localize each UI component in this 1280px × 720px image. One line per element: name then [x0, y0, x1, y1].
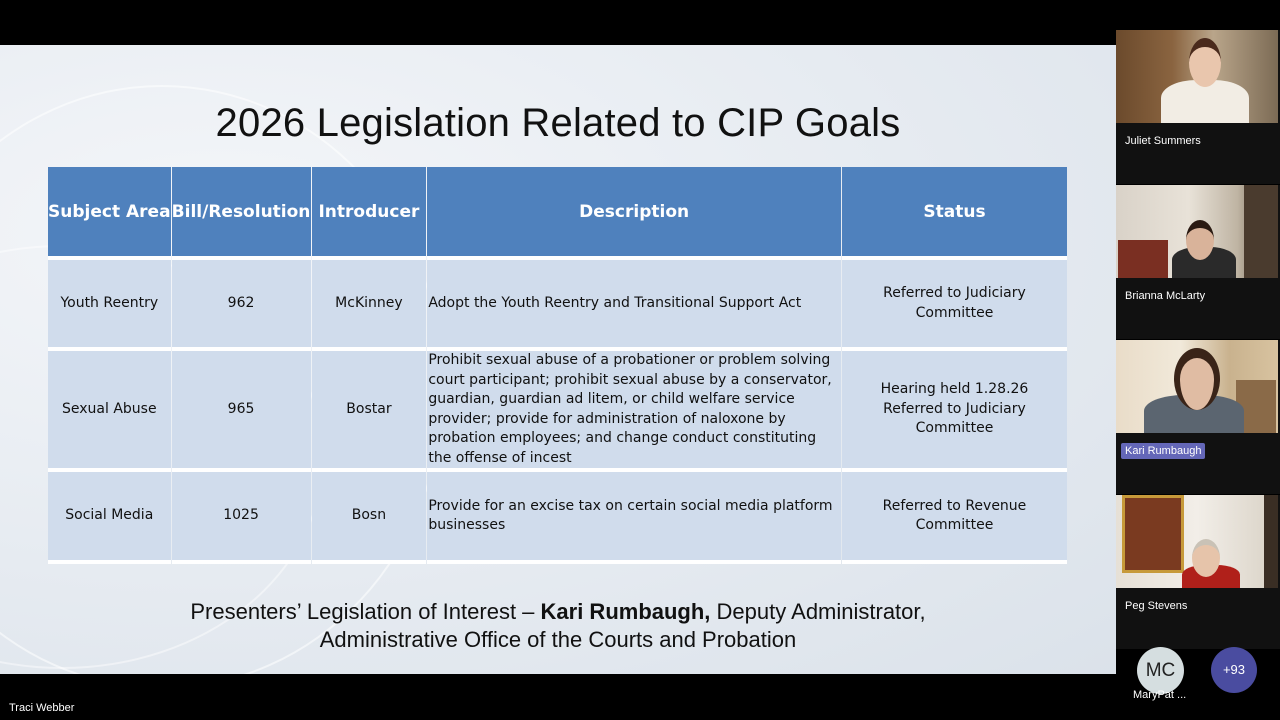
- participant-tile[interactable]: [1116, 340, 1280, 494]
- status-cell: [842, 472, 1067, 564]
- table-row: [48, 472, 1067, 564]
- avatar-participant-name: MaryPat ...: [1133, 689, 1187, 701]
- subject-cell: Sexual Abuse: [48, 351, 171, 472]
- presenter-name: Kari Rumbaugh,: [540, 599, 711, 624]
- column-header: Status: [842, 167, 1067, 260]
- presenter-title: Deputy Administrator,: [710, 599, 926, 624]
- presenter-caption: [0, 598, 1116, 654]
- bill-cell: 962: [172, 260, 311, 351]
- participant-name: Peg Stevens: [1125, 600, 1188, 612]
- participant-background-object: [1264, 495, 1278, 588]
- subject-cell: Social Media: [48, 472, 171, 564]
- participant-background-object: [1244, 185, 1278, 278]
- participant-name: Juliet Summers: [1125, 135, 1201, 147]
- shared-slide: [0, 45, 1116, 674]
- status-line: Referred to Judiciary Committee: [883, 400, 1026, 437]
- bill-cell: 1025: [172, 472, 311, 564]
- participant-name: Brianna McLarty: [1125, 290, 1206, 302]
- subject-cell: Youth Reentry: [48, 260, 171, 351]
- legislation-table: [47, 167, 1068, 564]
- screen-sharer-name: Traci Webber: [9, 702, 75, 714]
- status-cell: [842, 351, 1067, 472]
- presenter-office: Administrative Office of the Courts and Probation: [319, 627, 797, 652]
- description-cell: Adopt the Youth Reentry and Transitional Support Act: [427, 260, 841, 351]
- participant-figure: [1174, 348, 1220, 410]
- column-header: Subject Area: [48, 167, 171, 260]
- participant-figure: [1189, 38, 1221, 87]
- more-participants-button[interactable]: +93: [1211, 647, 1257, 693]
- description-cell: Prohibit sexual abuse of a probationer or problem solving court participant; prohibit sexual abuse by a conservator, guardian, guardian ad litem, or child welfare service provider; provide for administration of naloxone by probation employees; and change conduct constituting the offense of incest: [427, 351, 841, 472]
- status-line: Referred to Revenue Committee: [882, 497, 1027, 533]
- participant-video: [1116, 30, 1278, 123]
- status-line: Hearing held 1.28.26: [880, 381, 1029, 398]
- participant-video: [1116, 185, 1278, 278]
- participant-tile[interactable]: [1116, 495, 1280, 649]
- status-line: Referred to Judiciary Committee: [883, 285, 1026, 321]
- participant-figure: [1186, 220, 1214, 260]
- participant-background-object: [1118, 240, 1168, 278]
- table-row: [48, 351, 1067, 472]
- participant-avatar[interactable]: MC: [1137, 647, 1184, 694]
- participant-figure: [1192, 539, 1220, 577]
- column-header: Description: [427, 167, 841, 260]
- table-header-row: [48, 167, 1067, 260]
- column-header: Introducer: [312, 167, 427, 260]
- presenter-prefix: Presenters’ Legislation of Interest –: [190, 599, 541, 624]
- column-header: Bill/Resolution: [172, 167, 311, 260]
- participant-video: [1116, 340, 1278, 433]
- status-cell: [842, 260, 1067, 351]
- participant-video: [1116, 495, 1278, 588]
- participant-background-object: [1122, 495, 1184, 573]
- introducer-cell: McKinney: [312, 260, 427, 351]
- table-row: [48, 260, 1067, 351]
- bill-cell: 965: [172, 351, 311, 472]
- slide-title: 2026 Legislation Related to CIP Goals: [215, 101, 901, 145]
- participant-tile[interactable]: [1116, 185, 1280, 339]
- participant-tile[interactable]: [1116, 30, 1280, 184]
- description-cell: Provide for an excise tax on certain social media platform businesses: [427, 472, 841, 564]
- participant-name: Kari Rumbaugh: [1121, 443, 1205, 459]
- introducer-cell: Bosn: [312, 472, 427, 564]
- introducer-cell: Bostar: [312, 351, 427, 472]
